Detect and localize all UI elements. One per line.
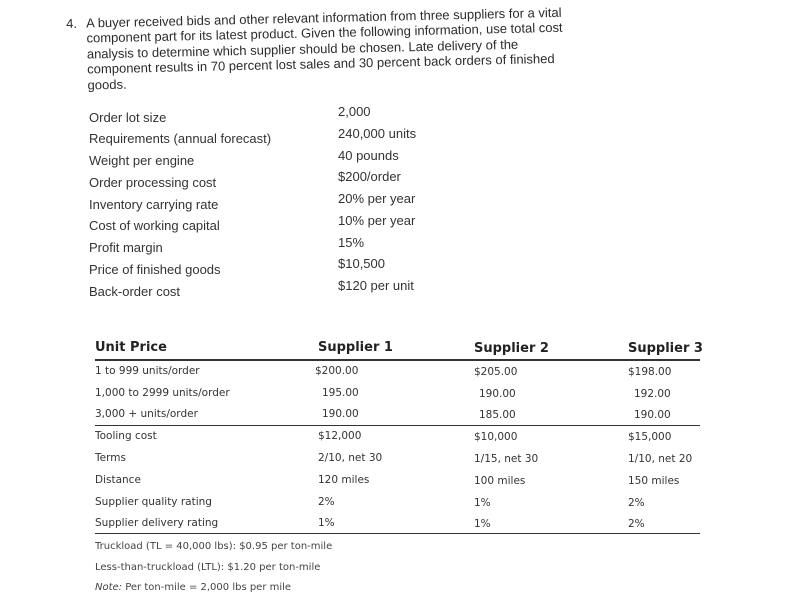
table-cell: $12,000 bbox=[318, 430, 362, 442]
param-label: Weight per engine bbox=[89, 153, 195, 168]
param-value: 40 pounds bbox=[338, 148, 399, 163]
param-label: Cost of working capital bbox=[89, 218, 220, 233]
table-row-label: Supplier delivery rating bbox=[95, 517, 219, 529]
table-row-label: Terms bbox=[95, 452, 126, 464]
table-cell: 190.00 bbox=[479, 388, 516, 400]
table-row-label: 3,000 + units/order bbox=[95, 408, 198, 420]
problem-text: A buyer received bids and other relevant information from three suppliers for a vital component part for its latest product. Given the following information, use total cost analysis to determine which supplier should be chosen. Late delivery of the component results in 70 percent lost sales and 30 percent back orders of finished goods. bbox=[85, 4, 563, 93]
param-value: 240,000 units bbox=[338, 126, 417, 141]
table-cell: 120 miles bbox=[318, 474, 370, 486]
table-cell: 2% bbox=[318, 496, 335, 508]
table-header-supplier-3: Supplier 3 bbox=[628, 341, 703, 356]
table-cell: 1% bbox=[474, 518, 491, 530]
param-value: $10,500 bbox=[338, 256, 385, 271]
table-cell: $205.00 bbox=[474, 366, 518, 378]
table-cell: $10,000 bbox=[474, 431, 518, 443]
table-cell: 2% bbox=[628, 497, 645, 509]
table-row-label: Supplier quality rating bbox=[95, 496, 212, 508]
note-label: Note: bbox=[95, 582, 123, 593]
table-header-unit-price: Unit Price bbox=[95, 340, 167, 355]
truckload-note: Truckload (TL = 40,000 lbs): $0.95 per ton-mile bbox=[95, 541, 333, 552]
param-label: Order lot size bbox=[89, 110, 167, 125]
table-cell: 195.00 bbox=[322, 387, 359, 399]
table-header-supplier-1: Supplier 1 bbox=[318, 340, 393, 355]
param-label: Profit margin bbox=[89, 240, 163, 255]
table-header-supplier-2: Supplier 2 bbox=[474, 341, 549, 356]
param-value: $200/order bbox=[338, 169, 401, 184]
table-cell: 1/15, net 30 bbox=[474, 453, 539, 465]
param-value: 20% per year bbox=[338, 191, 416, 206]
ltl-note: Less-than-truckload (LTL): $1.20 per ton-mile bbox=[95, 562, 321, 573]
table-cell: 190.00 bbox=[634, 409, 671, 421]
table-cell: $200.00 bbox=[315, 365, 359, 377]
table-row-label: 1,000 to 2999 units/order bbox=[95, 387, 230, 399]
problem-number: 4. bbox=[66, 15, 78, 31]
table-cell: 190.00 bbox=[322, 408, 359, 420]
table-section-rule bbox=[95, 425, 700, 426]
table-cell: 1% bbox=[474, 497, 491, 509]
table-row-label: Distance bbox=[95, 474, 141, 486]
table-header-rule bbox=[95, 359, 700, 361]
param-value: $120 per unit bbox=[338, 278, 414, 293]
table-cell: 192.00 bbox=[634, 388, 671, 400]
table-cell: 185.00 bbox=[479, 409, 516, 421]
table-cell: 1/10, net 20 bbox=[628, 453, 693, 465]
table-bottom-rule bbox=[95, 533, 700, 534]
table-cell: 1% bbox=[318, 517, 335, 529]
param-label: Requirements (annual forecast) bbox=[89, 131, 272, 146]
param-value: 15% bbox=[338, 235, 365, 250]
param-label: Back-order cost bbox=[89, 284, 181, 299]
param-label: Order processing cost bbox=[89, 175, 217, 190]
problem-statement bbox=[66, 5, 568, 93]
ton-mile-note bbox=[95, 582, 291, 593]
param-value: 10% per year bbox=[338, 213, 416, 228]
table-cell: 2% bbox=[628, 518, 645, 530]
table-cell: 150 miles bbox=[628, 475, 680, 487]
param-label: Inventory carrying rate bbox=[89, 197, 219, 212]
note-text: Per ton-mile = 2,000 lbs per mile bbox=[122, 582, 292, 593]
table-row-label: 1 to 999 units/order bbox=[95, 365, 200, 377]
table-cell: 100 miles bbox=[474, 475, 526, 487]
table-cell: $15,000 bbox=[628, 431, 672, 443]
table-row-label: Tooling cost bbox=[95, 430, 157, 442]
table-cell: 2/10, net 30 bbox=[318, 452, 383, 464]
table-cell: $198.00 bbox=[628, 366, 672, 378]
param-value: 2,000 bbox=[338, 104, 371, 119]
param-label: Price of finished goods bbox=[89, 262, 221, 277]
